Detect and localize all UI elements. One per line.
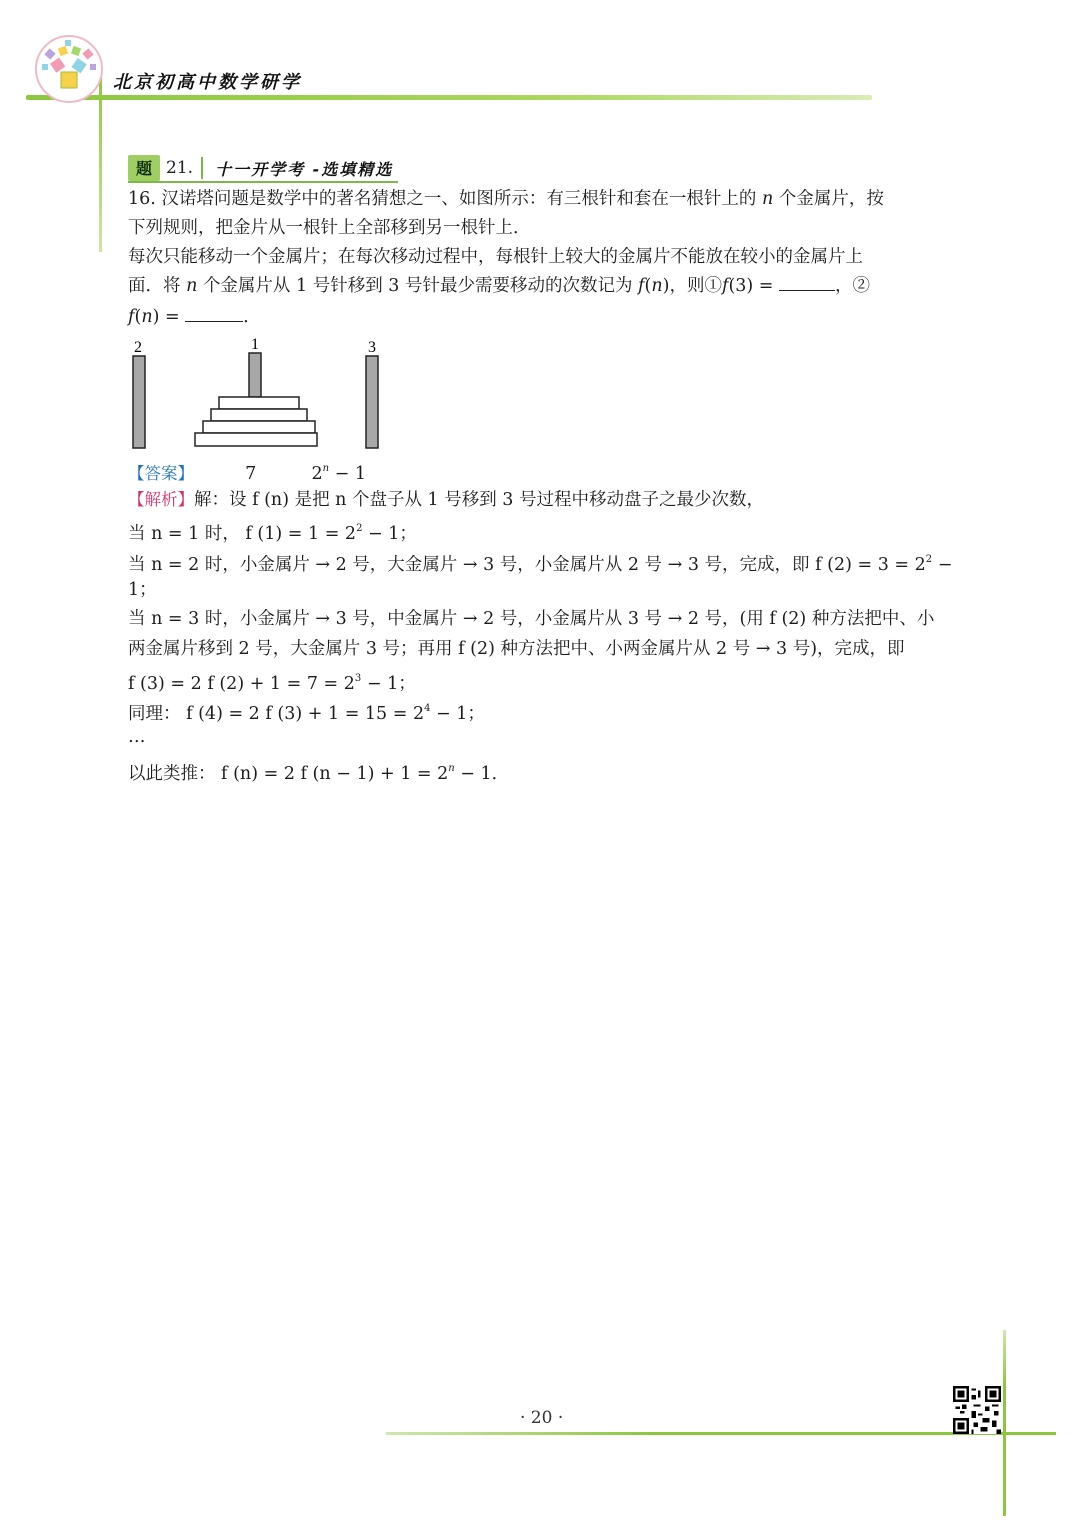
analysis-line-1: 【解析】解：设 f (n) 是把 n 个盘子从 1 号移到 3 号过程中移动盘子之最少次数， bbox=[128, 490, 765, 510]
disk-2 bbox=[211, 409, 307, 421]
footer-vertical-rule bbox=[1003, 1330, 1006, 1516]
stem-line-2: 下列规则，把金片从一根针上全部移到另一根针上． bbox=[128, 218, 531, 238]
analysis-line-8: 同理： f (4) = 2 f $(3) + 1 = 15 = 2^4 - 1$； bbox=[128, 703, 485, 724]
peg-3 bbox=[366, 356, 378, 448]
peg-label-3: 3 bbox=[368, 339, 376, 356]
tree-squares-logo-icon bbox=[34, 34, 104, 104]
stem-line-1: 16. 汉诺塔问题是数学中的著名猜想之一、如图所示：有三根针和套在一根针上的 n 个金属片，按 bbox=[128, 189, 884, 209]
stem-line-3: 每次只能移动一个金属片；在每次移动过程中，每根针上较大的金属片不能放在较小的金属片上 bbox=[128, 247, 863, 267]
question-header bbox=[128, 156, 393, 180]
peg-1 bbox=[249, 353, 261, 397]
analysis-line-6: 两金属片移到 2 号，大金属片 3 号；再用 f (2) 种方法把中、小两金属片从 2 号 → 3 号)，完成，即 bbox=[128, 639, 905, 659]
peg-label-2: 2 bbox=[134, 339, 142, 356]
header-horizontal-rule bbox=[26, 95, 872, 100]
peg-2 bbox=[133, 356, 145, 448]
question-separator bbox=[201, 157, 203, 179]
question-tag: 题 bbox=[128, 155, 160, 181]
brand-title: 北京初高中数学研学 bbox=[113, 72, 302, 93]
answer-blank-2 bbox=[185, 321, 243, 322]
disk-3 bbox=[203, 421, 315, 433]
disk-1 bbox=[219, 397, 299, 409]
analysis-label: 【解析】 bbox=[128, 490, 194, 509]
analysis-line-7: f (3) = 2 f $(2) + 1 = 7 = 2^3 - 1$； bbox=[128, 673, 416, 694]
stem-line-4: 面．将 n 个金属片从 1 号针移到 3 号针最少需要移动的次数记为 f(n)，则①f(3) = ，② bbox=[128, 276, 871, 296]
answer-line bbox=[128, 454, 366, 489]
peg-label-1: 1 bbox=[251, 336, 259, 353]
answer-2: $2^n - 1$ bbox=[311, 463, 366, 484]
analysis-line-9: … bbox=[128, 727, 146, 747]
question-header-underline bbox=[128, 181, 398, 183]
qr-code-icon bbox=[953, 1386, 1001, 1434]
answer-blank-1 bbox=[779, 290, 835, 291]
stem-line-5: f(n) = ． bbox=[128, 307, 261, 327]
question-number: 21. bbox=[166, 158, 194, 178]
answer-label: 【答案】 bbox=[128, 464, 194, 483]
analysis-line-5: 当 n = 3 时，小金属片 → 3 号，中金属片 → 2 号，小金属片从 3 号 → 2 号，(用 f (2) 种方法把中、小 bbox=[128, 609, 935, 629]
answer-1: 7 bbox=[245, 464, 257, 484]
analysis-line-3: 当 n = 2 时，小金属片 → 2 号，大金属片 → 3 号，小金属片从 2 号 → 3 号，完成，即 f $(2) = 3 = 2^2$ − bbox=[128, 554, 953, 575]
question-source: 十一开学考 -选填精选 bbox=[215, 159, 394, 179]
hanoi-figure bbox=[125, 333, 395, 453]
analysis-line-4: 1； bbox=[128, 580, 157, 600]
page-number: · 20 · bbox=[520, 1408, 564, 1428]
analysis-line-2: 当 n = 1 时， f $(1) = 1 = 2^2 - 1$； bbox=[128, 523, 417, 544]
analysis-line-10: 以此类推： f (n) = 2 f $(n - 1) + 1 = 2^n - 1$． bbox=[128, 763, 510, 784]
disk-4 bbox=[195, 433, 317, 446]
